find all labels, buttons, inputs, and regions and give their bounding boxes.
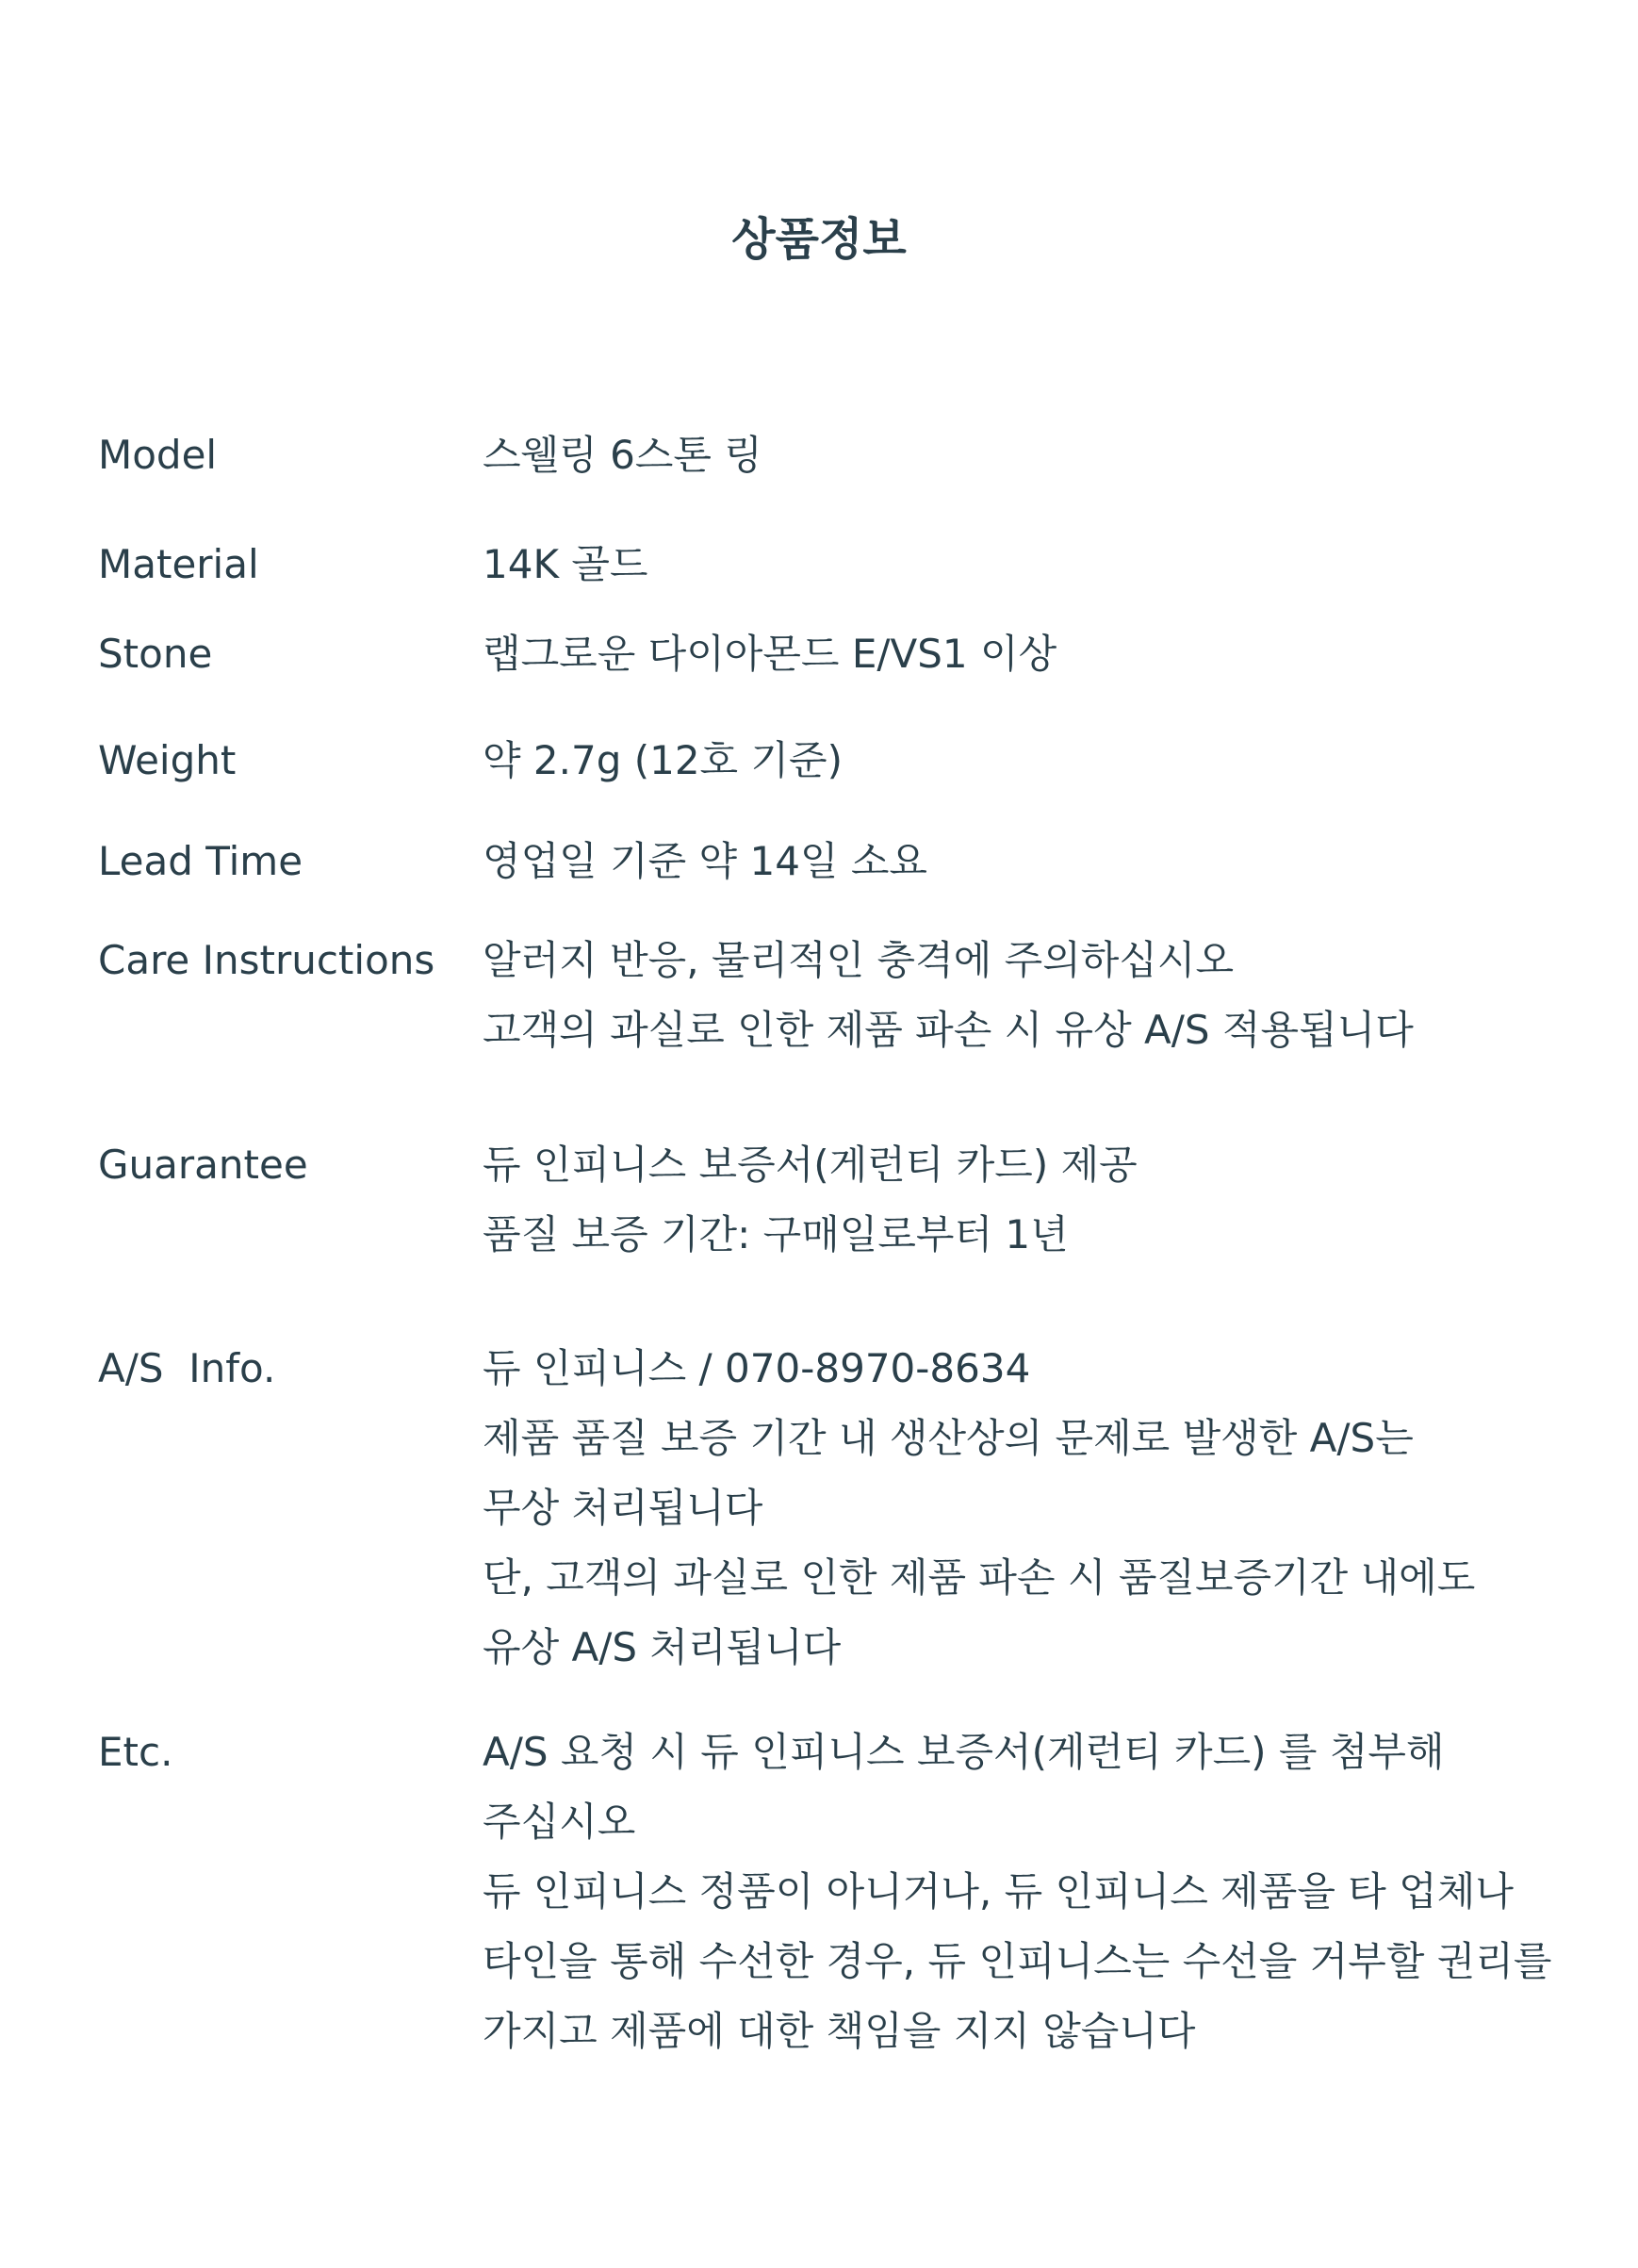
row-value: [483, 420, 762, 490]
row-value-line: 무상 처리됩니다: [483, 1485, 763, 1531]
row-value-line: 듀 인피니스 정품이 아니거나, 듀 인피니스 제품을 타 업체나: [483, 1868, 1514, 1915]
row-value-line: 품질 보증 기간: 구매일로부터 1년: [483, 1211, 1069, 1257]
page-title: 상품정보: [731, 213, 907, 266]
row-value-line: 제품 품질 보증 기간 내 생산상의 문제로 발생한 A/S는: [483, 1415, 1414, 1461]
row-value-line: 랩그로운 다이아몬드 E/VS1 이상: [483, 631, 1057, 677]
row-value: [483, 1717, 1551, 2066]
row-label: Etc.: [98, 1729, 173, 1775]
row-value-line: 타인을 통해 수선한 경우, 듀 인피니스는 수선을 거부할 권리를: [483, 1938, 1552, 1984]
row-label: Care Instructions: [98, 937, 435, 983]
row-value-line: 알러지 반응, 물리적인 충격에 주의하십시오: [483, 937, 1235, 983]
row-value-line: 가지고 제품에 대한 책임을 지지 않습니다: [483, 2008, 1196, 2054]
row-label: Stone: [98, 631, 213, 677]
row-label: Material: [98, 541, 259, 587]
row-value-line: 단, 고객의 과실로 인한 제품 파손 시 품질보증기간 내에도: [483, 1554, 1476, 1601]
row-value-line: 주십시오: [483, 1799, 636, 1845]
row-value: [483, 530, 647, 600]
row-value-line: 고객의 과실로 인한 제품 파손 시 유상 A/S 적용됩니다: [483, 1007, 1414, 1053]
row-value: [483, 1334, 1475, 1683]
row-label: A/S Info.: [98, 1345, 276, 1391]
row-label: Guarantee: [98, 1142, 308, 1188]
row-value-line: 14K 골드: [483, 541, 648, 587]
row-value: [483, 726, 843, 796]
row-value: [483, 827, 927, 896]
row-value-line: 듀 인피니스 보증서(게런티 카드) 제공: [483, 1142, 1138, 1188]
row-label: Lead Time: [98, 838, 303, 884]
row-label: Weight: [98, 737, 237, 783]
row-value: [483, 926, 1414, 1065]
row-value: [483, 1130, 1138, 1270]
row-value: [483, 619, 1057, 689]
row-value-line: 듀 인피니스 / 070-8970-8634: [483, 1345, 1031, 1391]
row-value-line: 약 2.7g (12호 기준): [483, 737, 844, 783]
row-label: Model: [98, 432, 218, 478]
row-value-line: A/S 요청 시 듀 인피니스 보증서(게런티 카드) 를 첨부해: [483, 1729, 1445, 1775]
row-value-line: 스웰링 6스톤 링: [483, 432, 762, 478]
row-value-line: 영업일 기준 약 14일 소요: [483, 838, 927, 884]
row-value-line: 유상 A/S 처리됩니다: [483, 1624, 842, 1670]
